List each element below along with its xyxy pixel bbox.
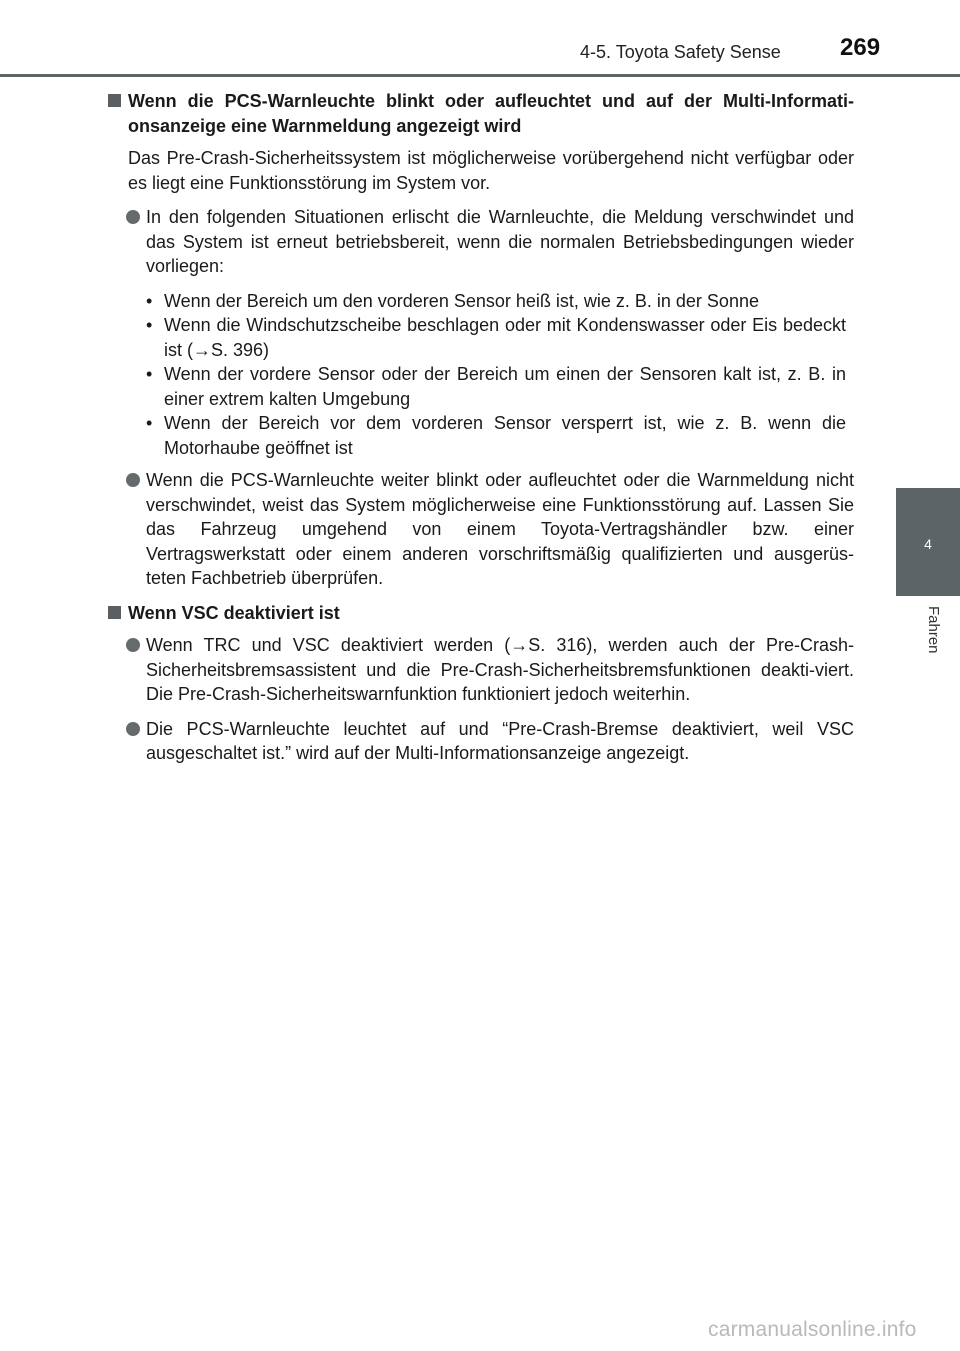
bullet-text: In den folgenden Situationen erlischt die Warnleuchte, die Meldung verschwindet und das System ist erneut betriebsbereit, wenn die normalen Betriebsbedingungen wieder vorliegen: [146, 207, 854, 276]
circle-bullet-icon [126, 638, 140, 652]
dot-bullet: • [146, 290, 153, 311]
sub-item-text: Wenn die Windschutzscheibe beschlagen oder mit Kondenswasser oder Eis bedeckt ist (→S. 396) [164, 315, 846, 360]
header-divider [0, 74, 960, 77]
chapter-tab[interactable] [896, 488, 960, 596]
sub-list-item [146, 313, 854, 362]
square-bullet-icon [108, 606, 121, 619]
heading-text: Wenn die PCS-Warnleuchte blinkt oder aufleuchtet und auf der Multi-Informati-onsanzeige eine Warnmeldung angezeigt wird [128, 91, 854, 136]
chapter-number: 4 [924, 536, 932, 552]
bullet-item [108, 633, 854, 707]
sub-list-item [146, 362, 854, 411]
chapter-label: Fahren [925, 606, 942, 654]
dot-bullet: • [146, 413, 153, 433]
bullet-item [108, 717, 854, 766]
sub-list-item [146, 411, 854, 460]
circle-bullet-icon [126, 473, 140, 487]
bullet-text: Die PCS-Warnleuchte leuchtet auf und “Pre-Crash-Bremse deaktiviert, weil VSC ausgeschaltet ist.” wird auf der Multi-Informationsanzeige angezeigt. [146, 718, 854, 763]
bullet-item [108, 205, 854, 279]
heading-pcs-warning [108, 89, 854, 138]
sub-item-text: Wenn der Bereich vor dem vorderen Sensor versperrt ist, wie z. B. wenn die Motorhaube geöffnet ist [164, 413, 846, 458]
page-header [0, 0, 960, 80]
page-number: 269 [840, 34, 881, 61]
bullet-text: Wenn TRC und VSC deaktiviert werden (→S. 316), werden auch der Pre-Crash-Sicherheitsbremsassistent und die Pre-Crash-Sicherheitsbremsfunktionen deakti-viert. Die Pre-Crash-Sicherheitswarnfunktion funktioniert jedoch weiterhin. [146, 635, 854, 704]
sub-item-text: Wenn der Bereich um den vorderen Sensor heiß ist, wie z. B. in der Sonne [164, 290, 759, 311]
sub-list-item [146, 289, 854, 314]
sub-item-text: Wenn der vordere Sensor oder der Bereich um einen der Sensoren kalt ist, z. B. in einer extrem kalten Umgebung [164, 364, 846, 409]
paragraph: Das Pre-Crash-Sicherheitssystem ist möglicherweise vorübergehend nicht verfügbar oder es liegt eine Funktionsstörung im System vor. [128, 148, 854, 193]
circle-bullet-icon [126, 210, 140, 224]
dot-bullet: • [146, 315, 153, 335]
sub-list [108, 289, 854, 461]
square-bullet-icon [108, 94, 121, 107]
watermark-link[interactable]: carmanualsonline.info [708, 1318, 917, 1341]
dot-bullet: • [146, 364, 153, 384]
heading-vsc-deactivated [108, 601, 854, 626]
heading-text: Wenn VSC deaktiviert ist [128, 602, 340, 623]
page-content [108, 89, 854, 776]
circle-bullet-icon [126, 722, 140, 736]
section-title: 4-5. Toyota Safety Sense [580, 42, 781, 62]
bullet-item [108, 468, 854, 591]
bullet-text: Wenn die PCS-Warnleuchte weiter blinkt oder aufleuchtet oder die Warnmeldung nicht verschwindet, weist das System möglicherweise eine Funktionsstörung auf. Lassen Sie das Fahrzeug umgehend von einem Toyota-Vertragshändler bzw. einer Vertragswerkstatt oder einem anderen vorschriftsmäßig qualifizierten und ausgerüs-teten Fachbetrieb überprüfen. [146, 470, 854, 588]
